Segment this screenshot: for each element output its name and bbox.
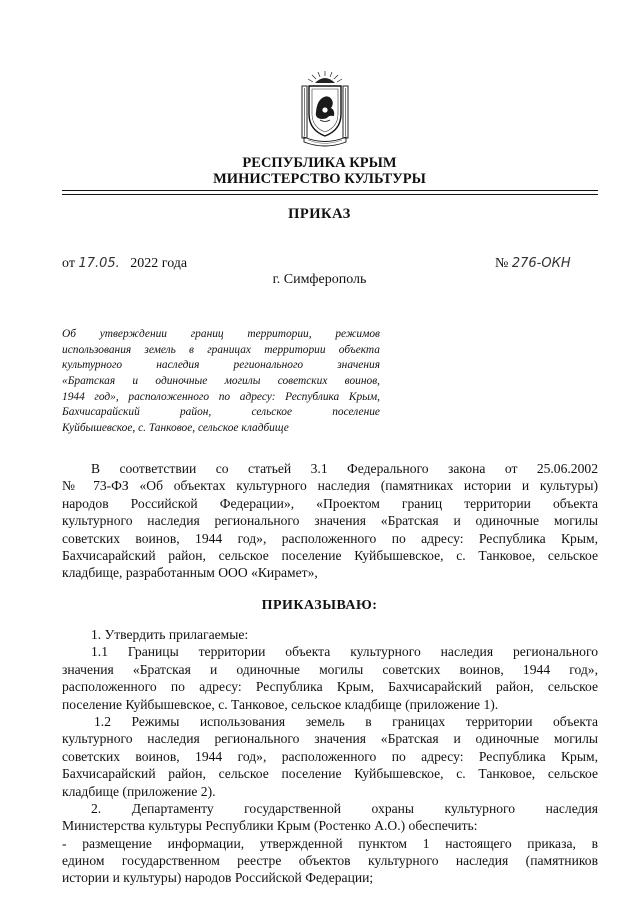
item-line: поселение Куйбышевское, с. Танковое, сельское кладбище (приложение 1).	[62, 696, 499, 712]
crimea-coat-of-arms-icon	[298, 70, 352, 148]
item-line: культурного наследия регионального значения «Братская и одиночные могилы	[62, 731, 598, 747]
item-line: истории и культуры) народов Российской Федерации;	[62, 870, 374, 886]
item-line: 1.1 Границы территории объекта культурного наследия регионального	[91, 644, 598, 660]
handwritten-date: 17.05.	[78, 256, 120, 271]
subject-line: Куйбышевское, с. Танковое, сельское кладбище	[62, 422, 289, 435]
date-year: 2022 года	[130, 256, 188, 271]
preamble	[62, 460, 598, 582]
item-line: кладбище (приложение 2).	[62, 783, 216, 799]
item-line: советских воинов, 1944 год», расположенного по адресу: Республика Крым,	[62, 748, 598, 764]
preamble-line: № 73-ФЗ «Об объектах культурного наследия (памятниках истории и культуры)	[62, 478, 598, 494]
order-city: г. Симферополь	[272, 272, 367, 287]
document-title: ПРИКАЗ	[288, 206, 351, 222]
handwritten-number: 276-ОКН	[511, 256, 571, 271]
item-line: Бахчисарайский район, сельское поселение Куйбышевское, с. Танковое, сельское	[62, 766, 598, 782]
subject-line: культурного наследия регионального значения	[62, 359, 380, 372]
order-items	[62, 626, 598, 887]
preamble-line: Бахчисарайский район, сельское поселение Куйбышевское, с. Танковое, сельское	[62, 547, 598, 563]
order-number	[495, 256, 571, 272]
order-date	[62, 256, 187, 272]
order-directive: ПРИКАЗЫВАЮ:	[261, 598, 378, 613]
item-line: 2. Департаменту государственной охраны культурного наследия	[91, 800, 598, 816]
header-rule	[62, 190, 598, 191]
preamble-line: кладбище, разработанным ООО «Кирамет»,	[62, 565, 318, 581]
subject-line: 1944 год», расположенного по адресу: Республика Крым,	[62, 390, 380, 403]
preamble-line: культурного наследия регионального значения «Братская и одиночные могилы	[62, 513, 598, 529]
header-republic: РЕСПУБЛИКА КРЫМ	[242, 155, 397, 171]
preamble-line: народов Российской Федерации», «Проектом границ территории объекта	[62, 495, 598, 511]
preamble-line: советских воинов, 1944 год», расположенного по адресу: Республика Крым,	[62, 530, 598, 546]
number-prefix: №	[495, 256, 509, 271]
header-rule-thin	[62, 194, 598, 195]
subject-line: Об утверждении границ территории, режимов	[62, 328, 380, 340]
subject-line: использования земель в границах территории объекта	[62, 343, 380, 356]
subject-line: Бахчисарайский район, сельское поселение	[62, 406, 380, 419]
subject-line: «Братская и одиночные могилы советских воинов,	[62, 375, 380, 388]
item-line: 1. Утвердить прилагаемые:	[91, 627, 249, 642]
preamble-line: В соответствии со статьей 3.1 Федерального закона от 25.06.2002	[91, 461, 598, 476]
header-ministry: МИНИСТЕРСТВО КУЛЬТУРЫ	[213, 171, 426, 187]
item-line: едином государственном реестре объектов культурного наследия (памятников	[62, 853, 598, 869]
item-line: Министерства культуры Республики Крым (Ростенко А.О.) обеспечить:	[62, 818, 478, 834]
date-prefix: от	[62, 256, 75, 271]
item-line: значения «Братская и одиночные могилы советских воинов, 1944 год»,	[62, 661, 598, 677]
item-line: 1.2 Режимы использования земель в границах территории объекта	[94, 713, 598, 729]
item-line: - размещение информации, утвержденной пунктом 1 настоящего приказа, в	[62, 835, 598, 851]
item-line: расположенного по адресу: Республика Крым, Бахчисарайский район, сельское	[62, 679, 598, 695]
order-subject	[62, 327, 380, 437]
